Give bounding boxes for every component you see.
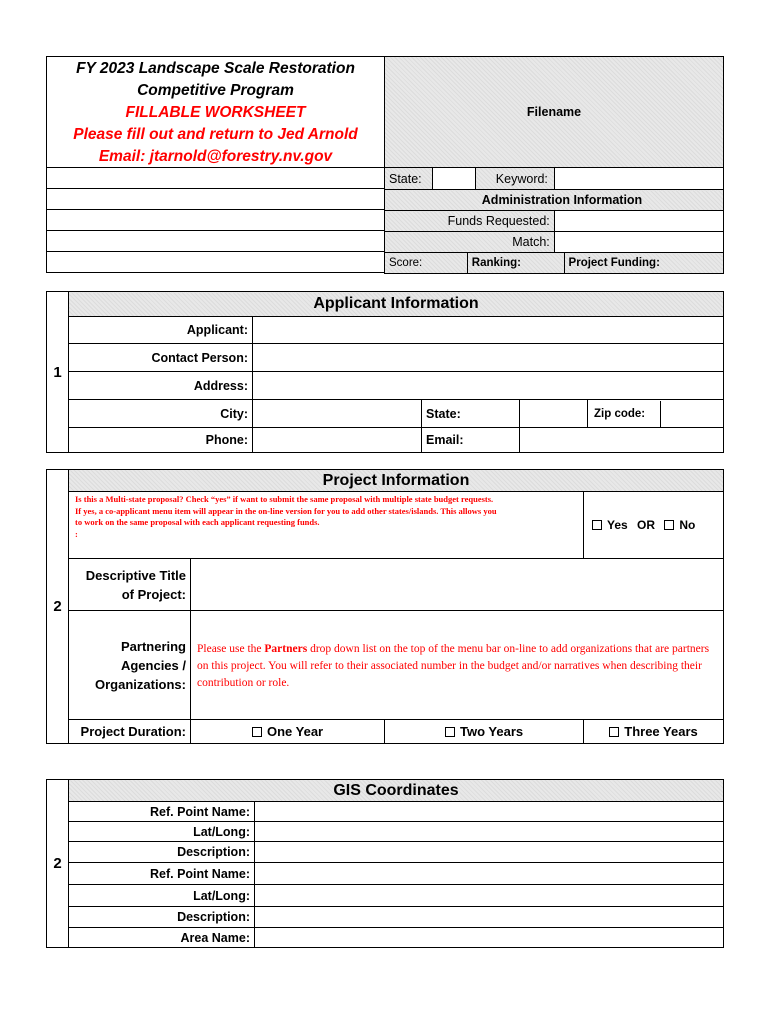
or-label: OR [637,518,656,532]
multistate-answer [584,492,724,559]
phone-label: Phone: [69,428,253,453]
address-field[interactable] [253,372,724,400]
applicant-section-number: 1 [47,292,69,453]
contact-person-field[interactable] [253,344,724,372]
descriptive-title-label: Descriptive Title of Project: [69,559,191,611]
header-blank-row-1[interactable] [46,167,385,189]
filename-label: Filename [526,105,582,119]
return-instruction: Please fill out and return to Jed Arnold [73,126,358,143]
fillable-worksheet-label: FILLABLE WORKSHEET [125,104,306,121]
descriptive-title-field[interactable] [191,559,724,611]
lat-long-field-2[interactable] [255,885,724,907]
partners-keyword: Partners [264,643,308,655]
ref-point-name-field-2[interactable] [255,863,724,885]
city-label: City: [69,400,253,428]
two-years-checkbox[interactable] [445,727,455,737]
area-name-field[interactable] [255,928,724,948]
ranking-label: Ranking: [467,253,564,274]
project-section-number: 2 [47,470,69,744]
project-funding-label: Project Funding: [564,253,723,274]
applicant-field[interactable] [253,317,724,344]
state-label: State: [422,400,520,428]
multistate-question: Is this a Multi-state proposal? Check “yes” if want to submit the same proposal with multiple state budget requests. If yes, a co-applicant menu item will appear in the on-line version for you to add other states/islands. This allows you to work on the same proposal with each applicant requesting funds. : [69,492,584,559]
funds-requested-field[interactable] [554,211,723,232]
area-name-label: Area Name: [69,928,255,948]
state-field[interactable] [520,400,588,428]
header-blank-row-5[interactable] [46,251,385,273]
ref-point-name-label-1: Ref. Point Name: [69,802,255,822]
gis-section-title: GIS Coordinates [69,780,724,802]
admin-info-heading: Administration Information [385,190,724,211]
project-section-title: Project Information [69,470,724,492]
one-year-option[interactable]: One Year [191,720,385,744]
no-checkbox[interactable] [664,520,674,530]
contact-email: Email: jtarnold@forestry.nv.gov [98,148,333,165]
gis-table [46,779,724,948]
applicant-info-table [46,291,724,453]
admin-table [384,167,724,253]
header-blank-row-4[interactable] [46,230,385,252]
admin-score-table [384,252,724,274]
applicant-label: Applicant: [69,317,253,344]
admin-state-label: State: [385,168,433,190]
city-field[interactable] [253,400,422,428]
program-title: FY 2023 Landscape Scale Restoration [76,60,355,77]
match-label: Match: [385,232,555,253]
partnering-label: Partnering Agencies / Organizations: [69,611,191,720]
yes-checkbox[interactable] [592,520,602,530]
header-blank-row-3[interactable] [46,209,385,231]
lat-long-field-1[interactable] [255,822,724,842]
project-duration-label: Project Duration: [69,720,191,744]
email-label: Email: [422,428,520,453]
applicant-section-title: Applicant Information [69,292,724,317]
one-year-checkbox[interactable] [252,727,262,737]
contact-person-label: Contact Person: [69,344,253,372]
funds-requested-label: Funds Requested: [385,211,555,232]
three-years-option[interactable]: Three Years [584,720,724,744]
phone-field[interactable] [253,428,422,453]
match-field[interactable] [554,232,723,253]
admin-keyword-field[interactable] [554,168,723,190]
filename-box [384,56,724,168]
two-years-option[interactable]: Two Years [385,720,584,744]
header-title-box [46,56,385,168]
project-info-table [46,469,724,744]
description-label-1: Description: [69,842,255,863]
gis-section-number: 2 [47,780,69,948]
description-field-2[interactable] [255,907,724,928]
program-subtitle: Competitive Program [137,82,294,99]
zip-field[interactable] [661,401,723,427]
description-label-2: Description: [69,907,255,928]
admin-keyword-label: Keyword: [475,168,554,190]
address-label: Address: [69,372,253,400]
zip-cell [588,400,724,428]
score-label: Score: [385,253,468,274]
description-field-1[interactable] [255,842,724,863]
admin-state-field[interactable] [432,168,475,190]
no-label: No [679,518,696,532]
zip-label: Zip code: [588,401,661,427]
ref-point-name-field-1[interactable] [255,802,724,822]
email-field[interactable] [520,428,724,453]
ref-point-name-label-2: Ref. Point Name: [69,863,255,885]
lat-long-label-1: Lat/Long: [69,822,255,842]
lat-long-label-2: Lat/Long: [69,885,255,907]
partnering-field[interactable]: Please use the Partners drop down list on the top of the menu bar on-line to add organizations that are partners on this project. You will refer to their associated number in the budget and/or narratives when describing their contribution or role. [191,611,724,720]
three-years-checkbox[interactable] [609,727,619,737]
header-blank-row-2[interactable] [46,188,385,210]
yes-label: Yes [607,518,628,532]
